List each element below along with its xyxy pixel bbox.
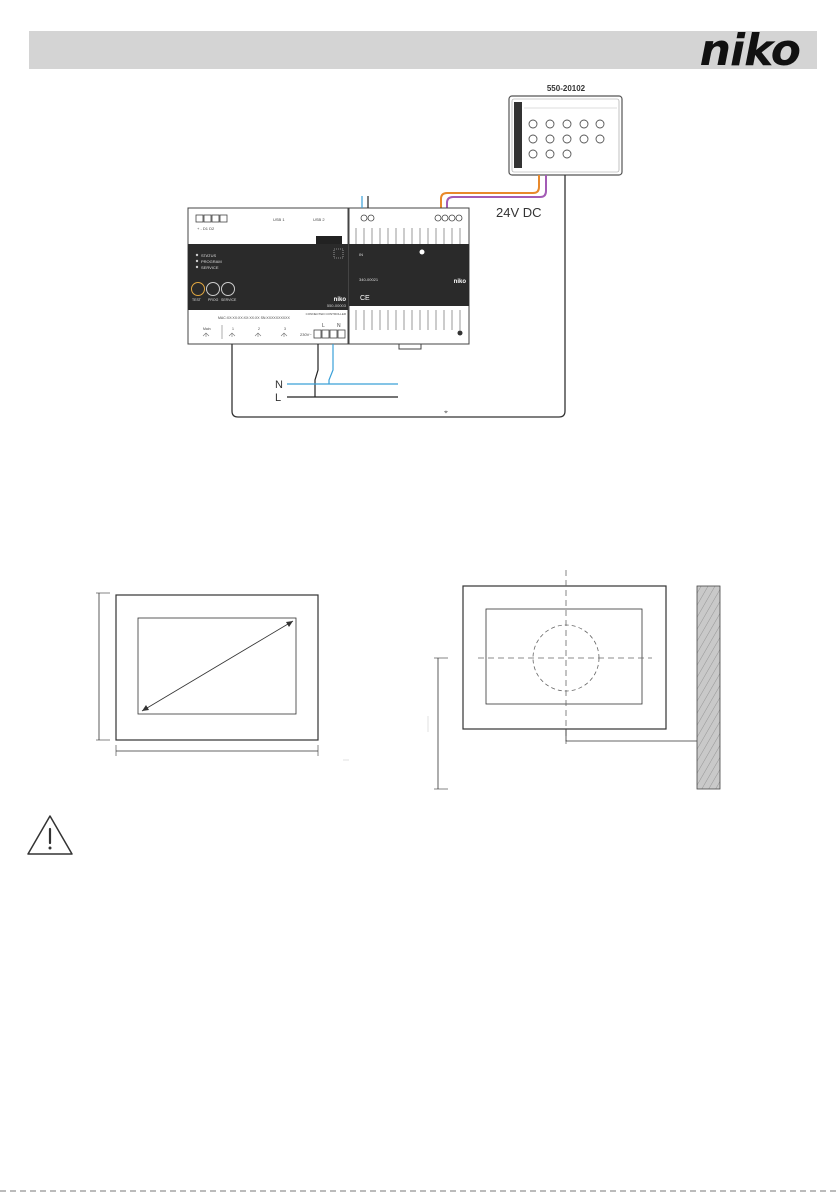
panel-size-drawing [96,593,349,760]
niko-logo: niko [699,25,800,76]
controller-bus-terminal-label: + - D1 D2 [197,226,215,231]
connected-controller [188,208,348,344]
dimension-drawings [0,560,840,820]
controller-supply-label: 230V~ [300,332,312,337]
usb2-label: USB 2 [313,217,325,222]
controller-brand: niko [333,297,346,303]
service-led-label: SERVICE [201,265,219,270]
panel-model-label: 550-20102 [546,84,586,93]
power-supply [349,208,469,349]
ce-mark: CE [360,295,370,302]
supply-voltage-label: 24V DC [496,205,542,220]
svg-text:⌖: ⌖ [444,409,448,416]
line-label: L [275,392,282,404]
wall-section [697,586,720,789]
prog-button-label: PROG [208,298,219,302]
service-button-label: SERVICE [221,298,237,302]
test-button-label: TEST [192,298,201,302]
status-led-label: STATUS [201,253,217,258]
port-main-label: Main [203,327,211,331]
warning-triangle-icon [24,812,76,858]
psu-brand: niko [453,279,466,285]
port-1-label: 1 [232,327,234,331]
usb1-label: USB 1 [273,217,285,222]
port-3-label: 3 [284,327,286,331]
controller-title: CONNECTED CONTROLLER [305,312,346,316]
psu-model: 340-00021 [359,277,379,282]
terminal-l-label: L [322,323,325,329]
controller-mac: MAC:XX:XX:XX:XX:XX:XX SN:XXXXXXXXXX [218,316,290,320]
neutral-label: N [275,379,283,391]
psu-input-label: IN [359,252,363,257]
port-2-label: 2 [258,327,260,331]
controller-model: 550-00003 [326,303,346,308]
wiring-diagram [0,70,840,510]
touch-panel [509,96,622,175]
program-led-label: PROGRAM [201,259,222,264]
mounting-drawing [428,570,697,789]
terminal-n-label: N [337,323,341,329]
